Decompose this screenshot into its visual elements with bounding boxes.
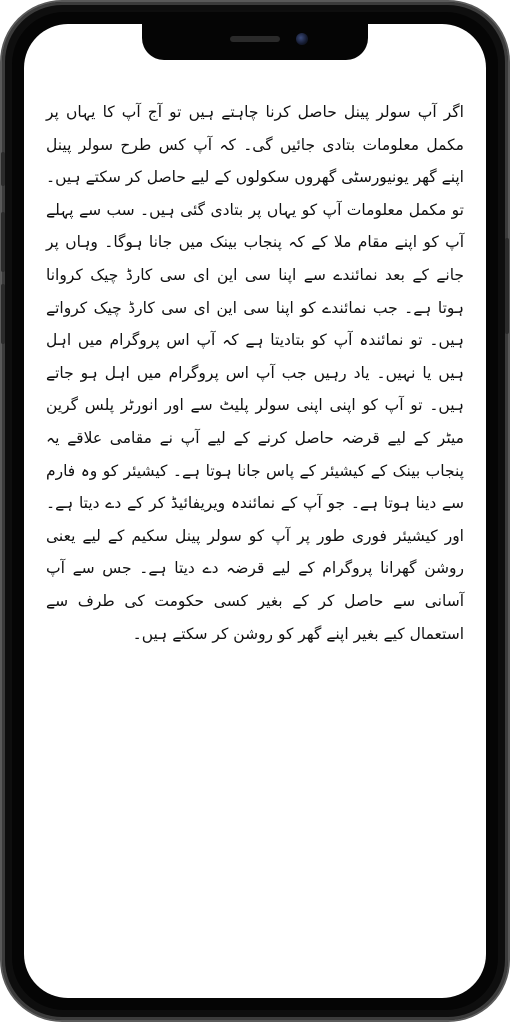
volume-down-button bbox=[1, 284, 5, 344]
power-button bbox=[505, 238, 509, 334]
speaker-grille-icon bbox=[230, 36, 280, 42]
mute-switch bbox=[1, 152, 5, 186]
volume-up-button bbox=[1, 212, 5, 272]
article-text bbox=[46, 96, 464, 650]
phone-screen bbox=[24, 24, 486, 998]
front-camera-icon bbox=[296, 33, 308, 45]
article-paragraph: اگر آپ سولر پینل حاصل کرنا چاہتے ہیں تو آج آپ کا یہاں پر مکمل معلومات بتادی جائیں گی۔ کہ آپ کس طرح سولر پینل اپنے گھر یونیورسٹی گھروں سکولوں کے لیے حاصل کر سکتے ہیں۔ تو مکمل معلومات آپ کو یہاں پر بتادی گئی ہیں۔ سب سے پہلے آپ کو اپنے مقام ملا کے کہ پنجاب بینک میں جانا ہوگا۔ وہاں پر جانے کے بعد نمائندے سے اپنا سی این ای سی کارڈ چیک کروانا ہوتا ہے۔ جب نمائندے کو اپنا سی این ای سی کارڈ چیک کرواتے ہیں۔ تو نمائندہ آپ کو بتادیتا ہے کہ آپ اس پروگرام میں اہل ہیں یا نہیں۔ یاد رہیں جب آپ اس پروگرام میں اہل ہو جاتے ہیں۔ تو آپ کو اپنی اپنی سولر پلیٹ سے اور انورٹر پلس گرین میٹر کے لیے قرضہ حاصل کرنے کے لیے آپ نے مقامی علاقے یہ پنجاب بینک کے کیشیئر کے پاس جانا ہوتا ہے۔ کیشیئر کو وہ فارم سے دینا ہوتا ہے۔ جو آپ کے نمائندہ ویریفائیڈ کر کے دے دیتا ہے۔ اور کیشیئر فوری طور پر آپ کو سولر پینل سکیم کے لیے یعنی روشن گھرانا پروگرام کے لیے قرضہ دے دیتا ہے۔ جس سے آپ آسانی سے حاصل کر کے بغیر کسی حکومت کی طرف سے استعمال کیے بغیر اپنے گھر کو روشن کر سکتے ہیں۔ bbox=[46, 103, 464, 643]
phone-frame bbox=[2, 2, 508, 1020]
notch bbox=[142, 24, 368, 60]
